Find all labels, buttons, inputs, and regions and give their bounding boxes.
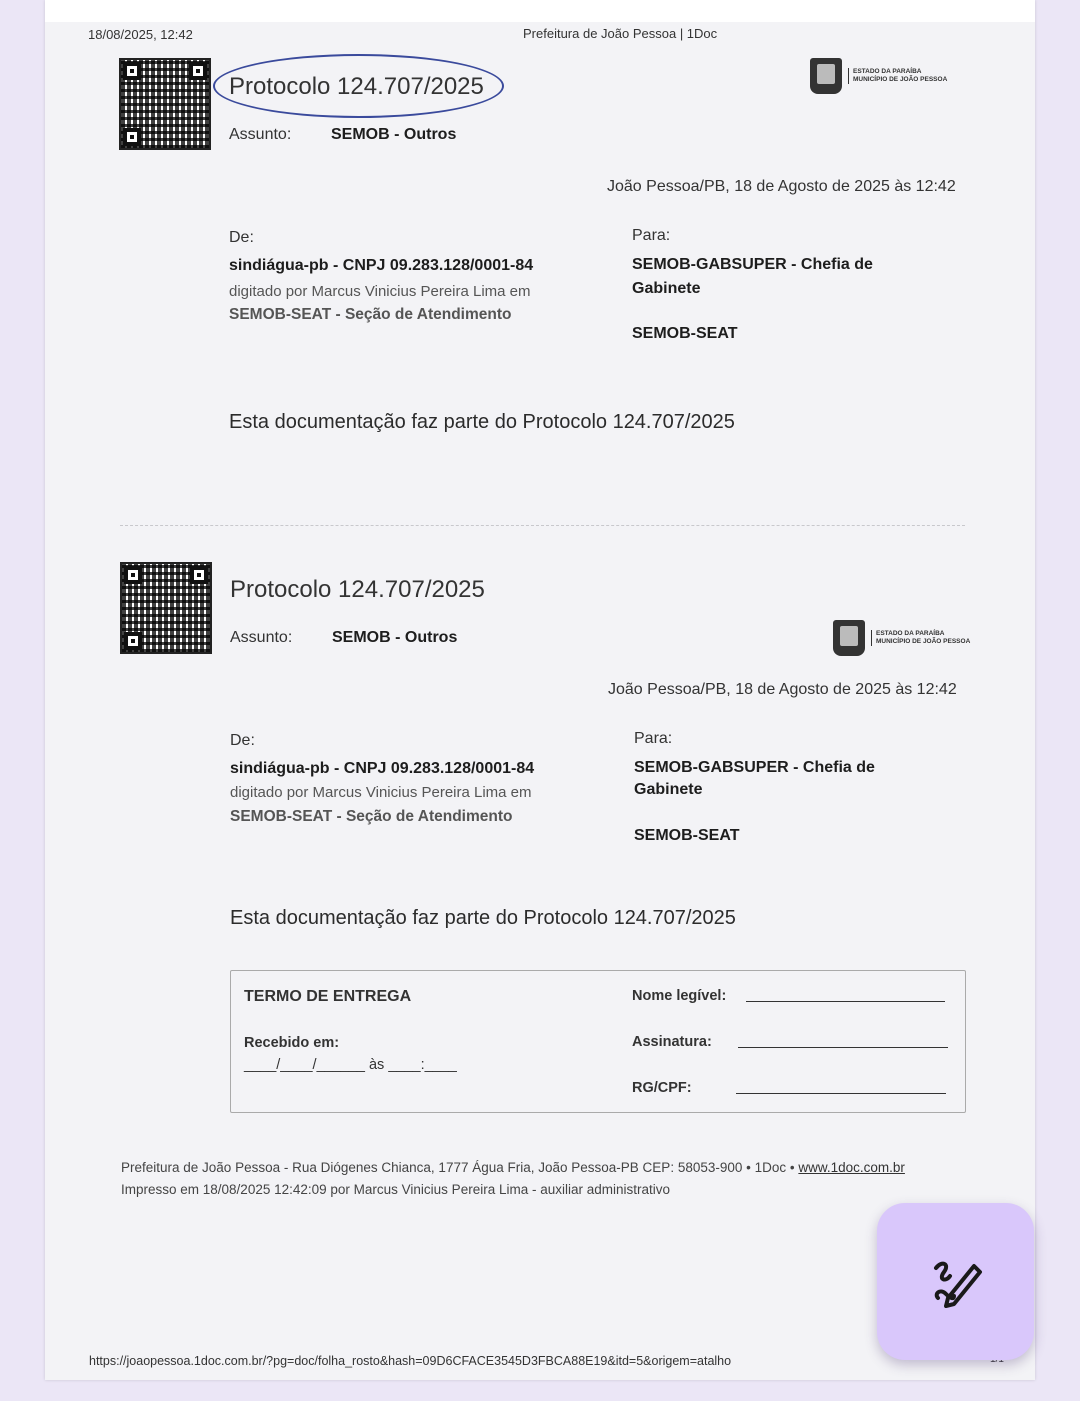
- from-label: De:: [229, 229, 254, 246]
- edit-fab-button[interactable]: [877, 1203, 1034, 1360]
- subject-label: Assunto:: [230, 629, 293, 646]
- to-recipient-2: SEMOB-SEAT: [634, 827, 740, 844]
- edit-pen-icon: [928, 1254, 984, 1310]
- logo-state-text: ESTADO DA PARAÍBA: [876, 630, 945, 637]
- city-coat-of-arms-logo: [810, 58, 947, 94]
- coat-of-arms-icon: [810, 58, 842, 94]
- coat-of-arms-icon: [833, 620, 865, 656]
- print-url: https://joaopessoa.1doc.com.br/?pg=doc/folha_rosto&hash=09D6CFACE3545D3FBCA88E19&itd=5&origem=atalho: [89, 1354, 732, 1368]
- cut-line-divider: [120, 525, 965, 526]
- footer-site-link[interactable]: www.1doc.com.br: [798, 1160, 905, 1175]
- id-number-label: RG/CPF:: [632, 1080, 692, 1096]
- logo-municipality-text: MUNICÍPIO DE JOÃO PESSOA: [876, 638, 971, 645]
- print-header-title: Prefeitura de João Pessoa | 1Doc: [523, 26, 718, 41]
- received-date-blank: ____/____/______ às ____:____: [244, 1057, 457, 1073]
- protocol-title: Protocolo 124.707/2025: [229, 73, 484, 100]
- from-name: sindiágua-pb - CNPJ 09.283.128/0001-84: [229, 257, 534, 274]
- to-recipient-1-cont: Gabinete: [634, 781, 703, 798]
- received-on-label: Recebido em:: [244, 1035, 340, 1051]
- to-label: Para:: [634, 730, 673, 747]
- to-recipient-2: SEMOB-SEAT: [632, 325, 738, 342]
- from-sector: SEMOB-SEAT - Seção de Atendimento: [229, 306, 512, 323]
- city-coat-of-arms-logo: [833, 620, 970, 656]
- subject-label: Assunto:: [229, 126, 292, 143]
- location-date: João Pessoa/PB, 18 de Agosto de 2025 às 12:42: [607, 178, 956, 195]
- qr-code: [119, 58, 211, 150]
- legible-name-label: Nome legível:: [632, 988, 727, 1004]
- signature-line: [738, 1047, 948, 1048]
- typed-by: digitado por Marcus Vinicius Pereira Lima em: [229, 283, 531, 300]
- protocol-statement: Esta documentação faz parte do Protocolo 124.707/2025: [230, 907, 736, 929]
- typed-by: digitado por Marcus Vinicius Pereira Lima em: [230, 784, 532, 801]
- id-number-line: [736, 1093, 946, 1094]
- signature-label: Assinatura:: [632, 1034, 712, 1050]
- subject-value: SEMOB - Outros: [331, 126, 457, 143]
- footer-address: [121, 1160, 905, 1175]
- logo-municipality-text: MUNICÍPIO DE JOÃO PESSOA: [853, 76, 948, 83]
- from-name: sindiágua-pb - CNPJ 09.283.128/0001-84: [230, 760, 535, 777]
- to-recipient-1-cont: Gabinete: [632, 280, 701, 297]
- to-recipient-1: SEMOB-GABSUPER - Chefia de: [634, 759, 875, 776]
- from-sector: SEMOB-SEAT - Seção de Atendimento: [230, 808, 513, 825]
- footer-printed-info: Impresso em 18/08/2025 12:42:09 por Marcus Vinicius Pereira Lima - auxiliar administrativo: [121, 1182, 671, 1197]
- to-label: Para:: [632, 227, 671, 244]
- subject-value: SEMOB - Outros: [332, 629, 458, 646]
- to-recipient-1: SEMOB-GABSUPER - Chefia de: [632, 256, 873, 273]
- protocol-statement: Esta documentação faz parte do Protocolo 124.707/2025: [229, 411, 735, 433]
- logo-state-text: ESTADO DA PARAÍBA: [853, 68, 922, 75]
- legible-name-line: [746, 1001, 945, 1002]
- print-datetime: 18/08/2025, 12:42: [88, 27, 193, 42]
- delivery-receipt-title: TERMO DE ENTREGA: [244, 988, 412, 1005]
- from-label: De:: [230, 732, 255, 749]
- qr-code: [120, 562, 212, 654]
- protocol-title: Protocolo 124.707/2025: [230, 576, 485, 603]
- location-date: João Pessoa/PB, 18 de Agosto de 2025 às 12:42: [608, 681, 957, 698]
- footer-address-text: Prefeitura de João Pessoa - Rua Diógenes Chianca, 1777 Água Fria, João Pessoa-PB CEP: 58053-900 • 1Doc •: [121, 1160, 795, 1175]
